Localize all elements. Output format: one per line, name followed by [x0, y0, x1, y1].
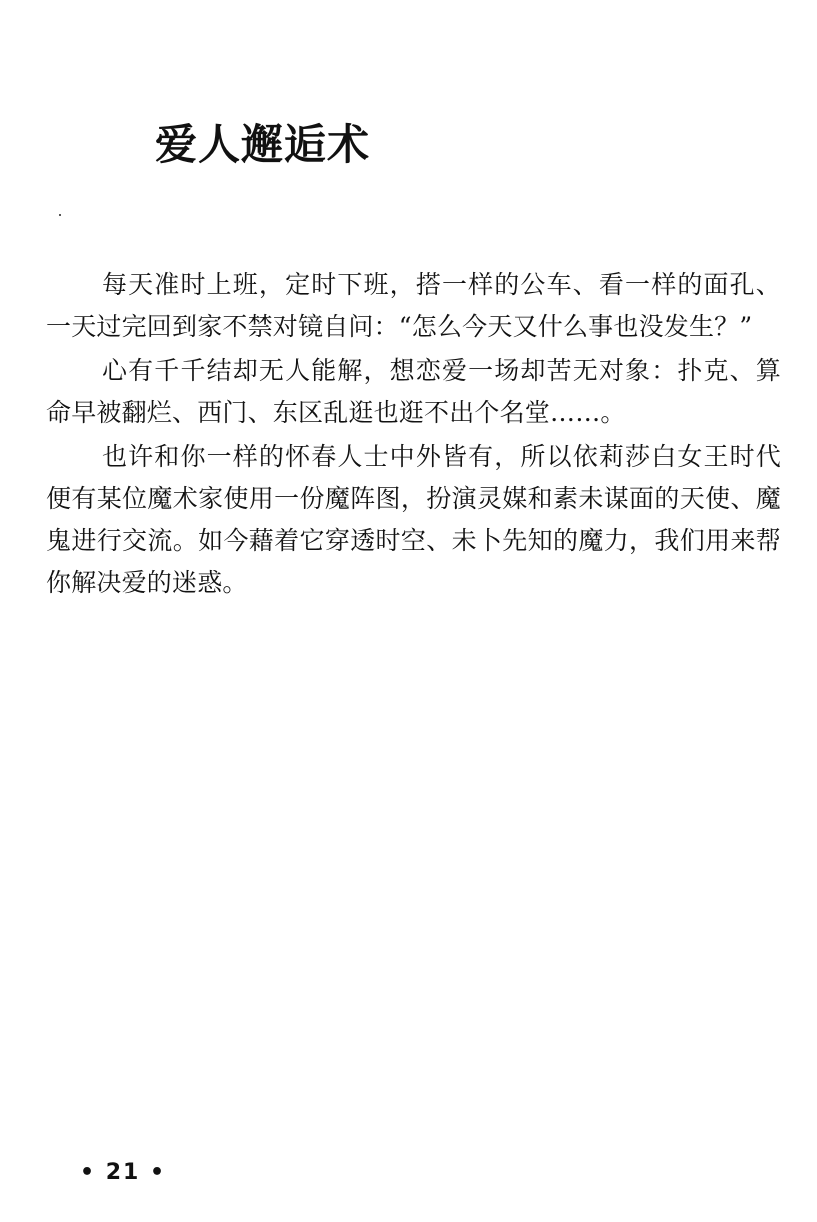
body-text	[46, 264, 781, 606]
page-number: • 21 •	[80, 1160, 167, 1185]
paragraph-1: 每天准时上班，定时下班，搭一样的公车、看一样的面孔、一天过完回到家不禁对镜自问：“怎么今天又什么事也没发生？”	[46, 270, 781, 341]
page-title: 爱人邂逅术	[155, 120, 371, 169]
scan-speck	[59, 214, 61, 216]
paragraph-3: 也许和你一样的怀春人士中外皆有，所以依莉莎白女王时代便有某位魔术家使用一份魔阵图，扮演灵媒和素未谋面的天使、魔鬼进行交流。如今藉着它穿透时空、未卜先知的魔力，我们用来帮你解决爱的迷惑。	[46, 442, 781, 597]
paragraph-2: 心有千千结却无人能解，想恋爱一场却苦无对象：扑克、算命早被翻烂、西门、东区乱逛也逛不出个名堂……。	[46, 356, 781, 427]
